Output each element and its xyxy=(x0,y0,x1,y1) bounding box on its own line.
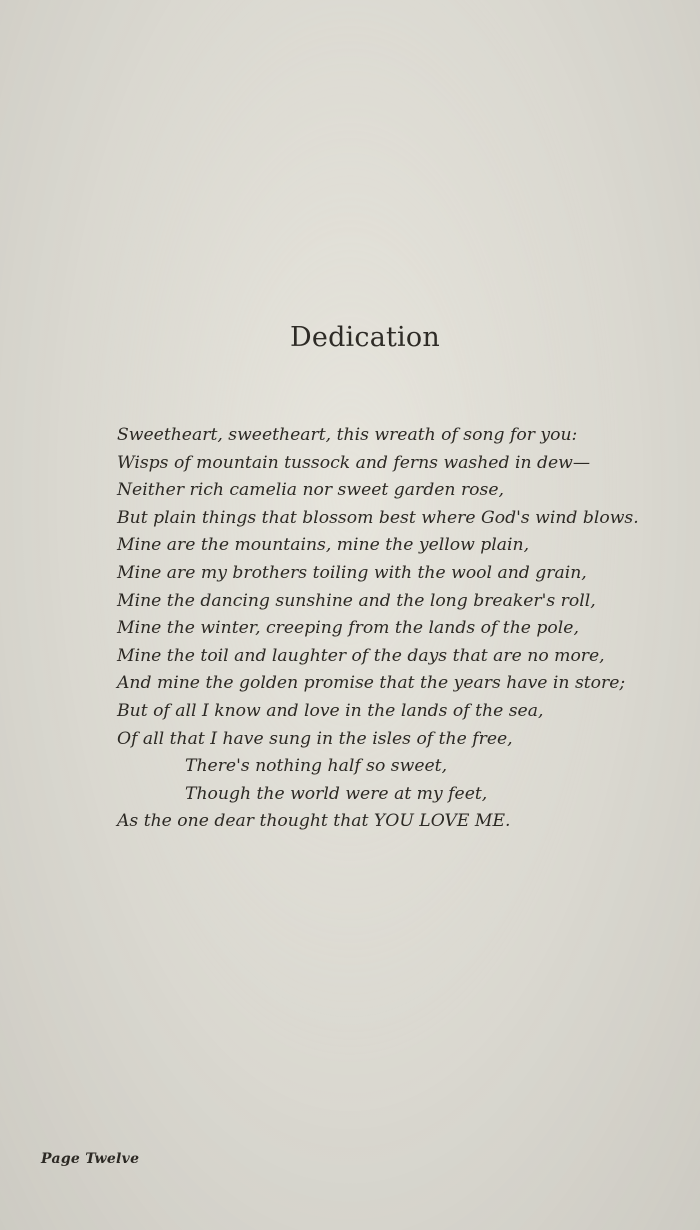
poem-line: Of all that I have sung in the isles of the free, xyxy=(117,728,513,749)
poem-line: Mine are my brothers toiling with the wool and grain, xyxy=(117,562,587,583)
page-title: Dedication xyxy=(290,322,440,353)
poem-line: And mine the golden promise that the years have in store; xyxy=(117,673,626,694)
poem-line: Sweetheart, sweetheart, this wreath of song for you: xyxy=(117,425,578,445)
dedication-poem xyxy=(117,422,687,836)
poem-line: Mine are the mountains, mine the yellow plain, xyxy=(117,535,530,556)
page-number-footer: Page Twelve xyxy=(41,1151,140,1167)
poem-line-indented: Though the world were at my feet, xyxy=(185,783,488,804)
poem-line: Neither rich camelia nor sweet garden rose, xyxy=(117,480,504,501)
poem-line: But plain things that blossom best where God's wind blows. xyxy=(117,507,639,528)
poem-line: But of all I know and love in the lands of the sea, xyxy=(117,700,544,721)
poem-line: Mine the dancing sunshine and the long breaker's roll, xyxy=(117,590,596,611)
poem-line: Mine the toil and laughter of the days that are no more, xyxy=(117,645,605,666)
poem-line: As the one dear thought that YOU LOVE ME. xyxy=(117,811,511,832)
poem-line: Wisps of mountain tussock and ferns washed in dew— xyxy=(117,452,591,473)
poem-line-indented: There's nothing half so sweet, xyxy=(185,756,448,777)
poem-line: Mine the winter, creeping from the lands of the pole, xyxy=(117,618,579,639)
